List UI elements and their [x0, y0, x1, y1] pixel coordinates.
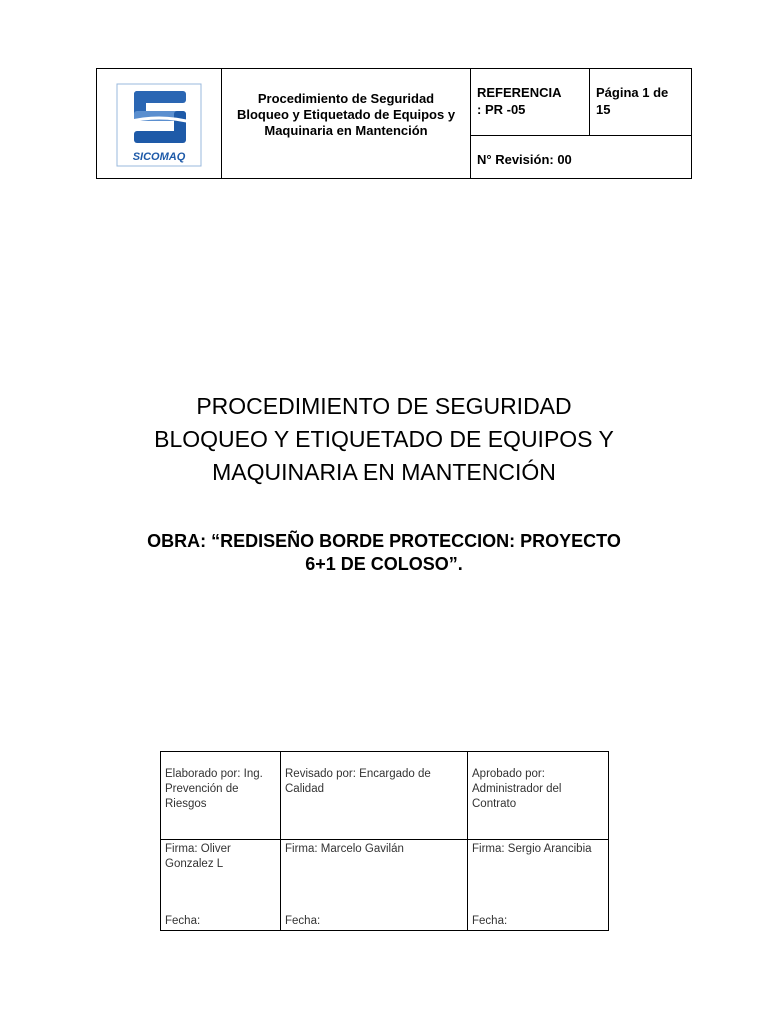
- aprobado-cell: Aprobado por: Administrador del Contrato: [468, 752, 609, 840]
- company-logo: [116, 83, 202, 165]
- document-header: [96, 68, 692, 179]
- firma-cell-1: [161, 840, 281, 931]
- firma-1: Firma: Oliver Gonzalez L: [165, 843, 231, 870]
- signature-table: [160, 751, 609, 931]
- firma-cell-2: [281, 840, 468, 931]
- firma-2: Firma: Marcelo Gavilán: [285, 843, 404, 855]
- fecha-1: Fecha:: [165, 915, 201, 927]
- document-title-cell: [222, 69, 471, 179]
- obra-title: [0, 530, 768, 576]
- title-line-2: Bloqueo y Etiquetado de Equipos y: [236, 107, 456, 122]
- firma-cell-3: [468, 840, 609, 931]
- main-title: [0, 390, 768, 489]
- main-title-line-3: MAQUINARIA EN MANTENCIÓN: [212, 459, 556, 485]
- reference-cell: [471, 69, 590, 136]
- reference-label: REFERENCIA: [477, 85, 562, 100]
- reference-value: : PR -05: [477, 102, 526, 117]
- elaborado-cell: Elaborado por: Ing. Prevención de Riesgos: [161, 752, 281, 840]
- firma-3: Firma: Sergio Arancibia: [472, 843, 592, 855]
- obra-line-2: 6+1 DE COLOSO”.: [305, 554, 463, 574]
- obra-line-1: OBRA: “REDISEÑO BORDE PROTECCION: PROYECTO: [147, 531, 621, 551]
- page-number: Página 1 de 15: [590, 69, 692, 136]
- title-line-1: Procedimiento de Seguridad: [257, 91, 435, 106]
- title-line-3: Maquinaria en Mantención: [264, 123, 428, 138]
- logo-cell: [97, 69, 222, 179]
- revision-number: N° Revisión: 00: [471, 136, 692, 179]
- fecha-3: Fecha:: [472, 915, 508, 927]
- revisado-cell: Revisado por: Encargado de Calidad: [281, 752, 468, 840]
- svg-text:SICOMAQ: SICOMAQ: [132, 150, 186, 163]
- main-title-line-1: PROCEDIMIENTO DE SEGURIDAD: [196, 393, 572, 419]
- main-title-line-2: BLOQUEO Y ETIQUETADO DE EQUIPOS Y: [154, 426, 614, 452]
- fecha-2: Fecha:: [285, 915, 321, 927]
